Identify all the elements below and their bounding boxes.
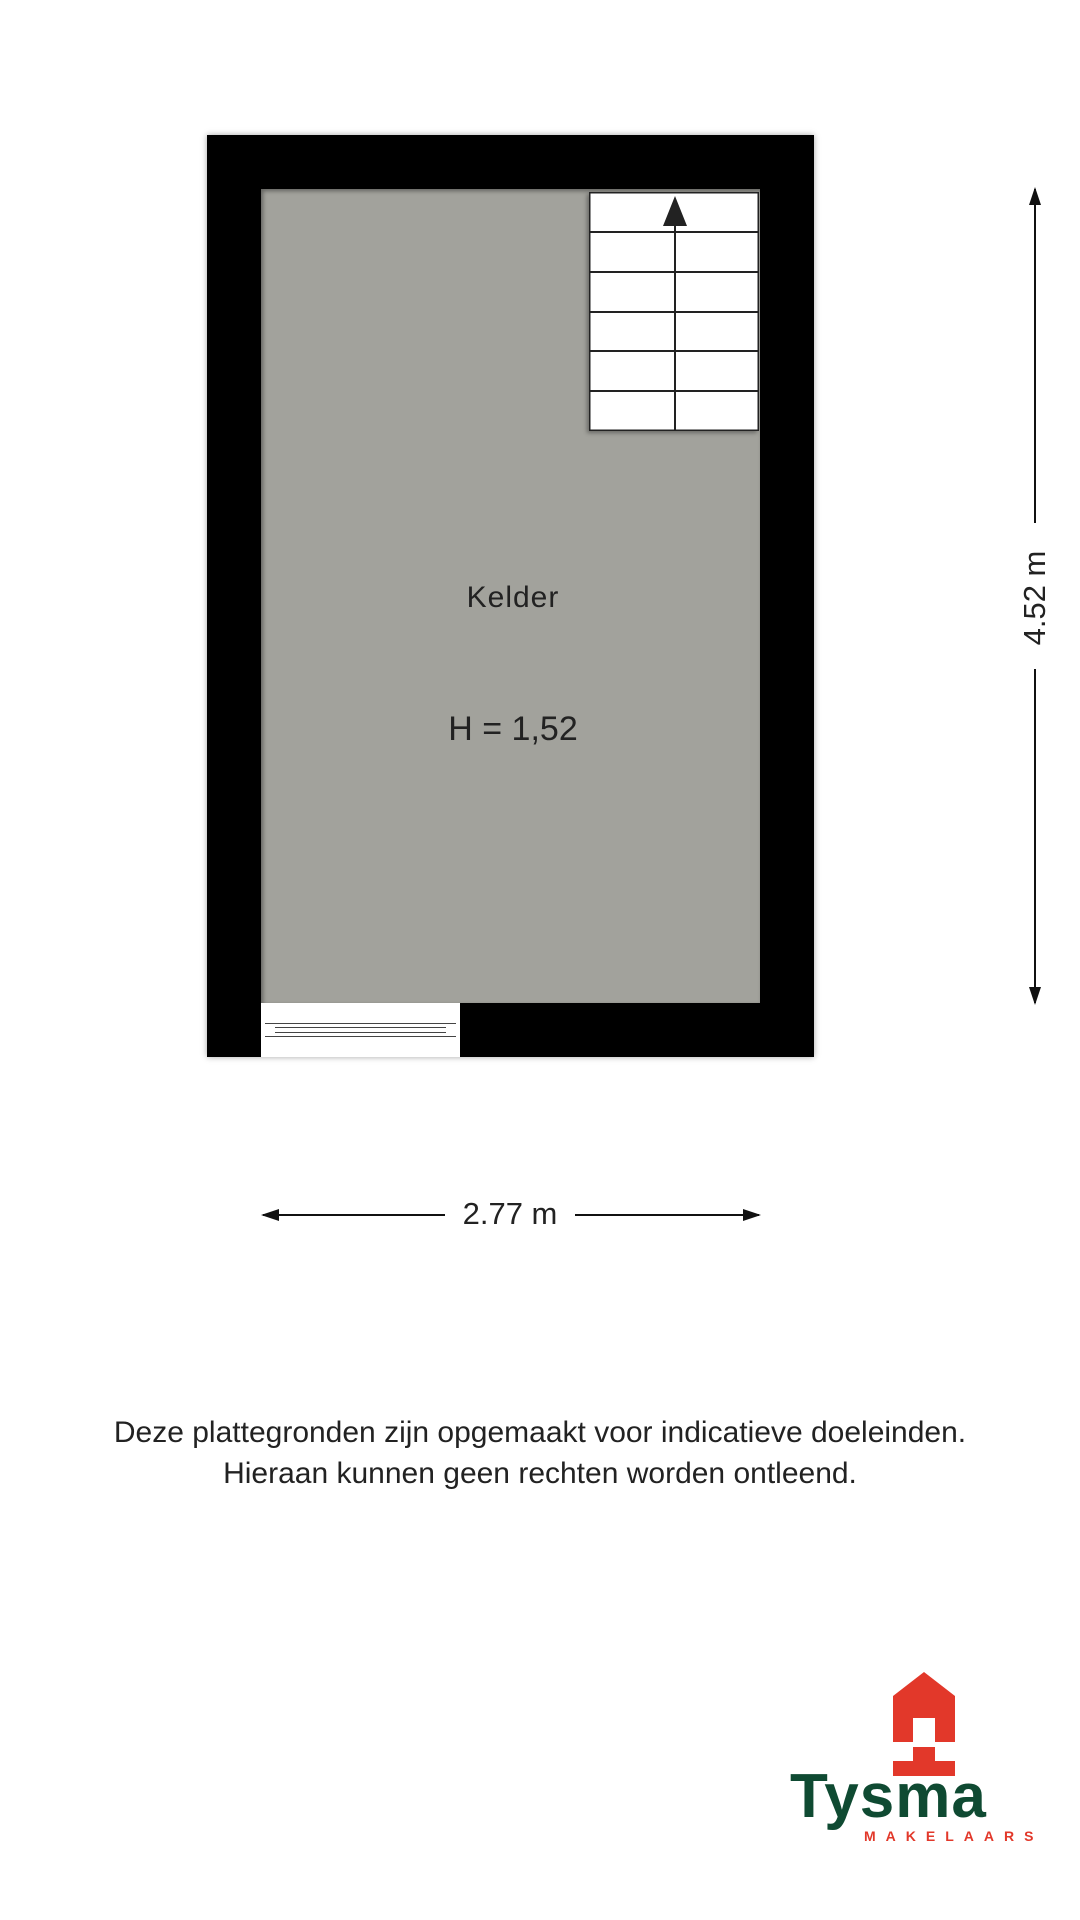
logo-name: Tysma — [790, 1762, 987, 1831]
logo-subtitle: MAKELAARS — [864, 1828, 1044, 1844]
staircase — [589, 192, 759, 431]
disclaimer-line-2: Hieraan kunnen geen rechten worden ontleend. — [223, 1457, 857, 1490]
width-dimension-label: 2.77 m — [462, 1196, 558, 1231]
room-height: H = 1,52 — [448, 710, 578, 748]
depth-dimension-label: 4.52 m — [1017, 550, 1052, 646]
door-threshold — [265, 1023, 456, 1037]
room-name: Kelder — [466, 581, 560, 614]
disclaimer — [114, 1412, 966, 1494]
door-opening — [261, 1003, 460, 1057]
house-logo-icon — [893, 1672, 955, 1776]
disclaimer-line-1: Deze plattegronden zijn opgemaakt voor indicatieve doeleinden. — [113, 1416, 967, 1449]
tysma-logo — [780, 1670, 1060, 1850]
